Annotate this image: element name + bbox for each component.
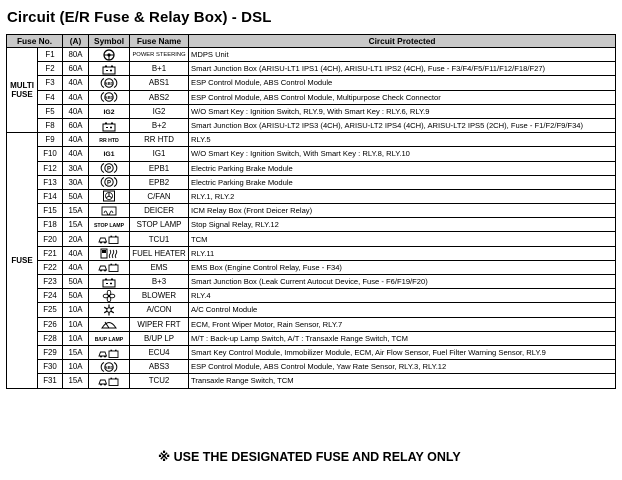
fuse-number-cell: F3 (38, 76, 63, 90)
symbol-cell (89, 90, 130, 104)
fuse-number-cell: F26 (38, 317, 63, 331)
fuse-name-cell: TCU1 (130, 232, 189, 246)
car-battery-icon (98, 263, 120, 272)
symbol-cell (89, 360, 130, 374)
symbol-cell (89, 175, 130, 189)
fuse-name-cell: B+3 (130, 275, 189, 289)
fuse-number-cell: F13 (38, 175, 63, 189)
svg-text:ABS: ABS (104, 364, 114, 370)
ampere-cell: 50A (63, 189, 89, 203)
fuse-name-cell: B/UP LP (130, 331, 189, 345)
ampere-cell: 15A (63, 345, 89, 359)
circuit-cell: ECM, Front Wiper Motor, Rain Sensor, RLY.7 (189, 317, 616, 331)
usage-note: ※ USE THE DESIGNATED FUSE AND RELAY ONLY (158, 450, 461, 464)
fuse-name-cell: A/CON (130, 303, 189, 317)
svg-text:ABS: ABS (104, 80, 114, 86)
symbol-cell (89, 76, 130, 90)
table-row (7, 260, 616, 274)
fuse-number-cell: F24 (38, 289, 63, 303)
fuse-number-cell: F14 (38, 189, 63, 203)
ampere-cell: 10A (63, 317, 89, 331)
deicer-icon (98, 206, 120, 215)
header-symbol: Symbol (89, 35, 130, 48)
circuit-cell: Smart Junction Box (ARISU-LT2 IPS3 (4CH), ARISU-LT2 IPS4 (4CH), ARISU-LT2 IPS5 (2CH), Fuse - F1/F2/F9/F34) (189, 118, 616, 132)
fuse-number-cell: F29 (38, 345, 63, 359)
fuse-name-cell: EPB2 (130, 175, 189, 189)
svg-text:P: P (107, 180, 112, 187)
fuse-name-cell: BLOWER (130, 289, 189, 303)
circuit-cell: RLY.1, RLY.2 (189, 189, 616, 203)
table-row (7, 303, 616, 317)
fuse-number-cell: F15 (38, 204, 63, 218)
ampere-cell: 15A (63, 374, 89, 388)
circuit-cell: RLY.4 (189, 289, 616, 303)
table-row (7, 76, 616, 90)
fuse-name-cell: B+1 (130, 62, 189, 76)
header-fuse-name: Fuse Name (130, 35, 189, 48)
battery-icon (98, 277, 120, 286)
ampere-cell: 10A (63, 331, 89, 345)
fuse-name-cell: IG2 (130, 104, 189, 118)
ampere-cell: 40A (63, 104, 89, 118)
symbol-cell (89, 260, 130, 274)
fuse-number-cell: F10 (38, 147, 63, 161)
header-amp: (A) (63, 35, 89, 48)
ampere-cell: 40A (63, 246, 89, 260)
text-icon: IG2 (103, 108, 115, 116)
ampere-cell: 40A (63, 76, 89, 90)
symbol-cell (89, 246, 130, 260)
text-icon: B/UP LAMP (94, 336, 124, 343)
fuse-number-cell: F18 (38, 218, 63, 232)
fuse-name-cell: ABS2 (130, 90, 189, 104)
ampere-cell: 50A (63, 289, 89, 303)
circuit-cell: M/T : Back-up Lamp Switch, A/T : Transaxle Range Switch, TCM (189, 331, 616, 345)
circuit-cell: ESP Control Module, ABS Control Module, Multipurpose Check Connector (189, 90, 616, 104)
ampere-cell: 40A (63, 260, 89, 274)
table-row (7, 133, 616, 147)
fuse-name-cell: IG1 (130, 147, 189, 161)
symbol-cell (89, 345, 130, 359)
table-row (7, 104, 616, 118)
text-icon: STOP LAMP (93, 223, 125, 230)
table-row (7, 232, 616, 246)
fuse-number-cell: F31 (38, 374, 63, 388)
ampere-cell: 40A (63, 90, 89, 104)
fuse-number-cell: F1 (38, 48, 63, 62)
symbol-cell (89, 289, 130, 303)
ampere-cell: 80A (63, 48, 89, 62)
ac-icon (98, 305, 120, 314)
symbol-cell (89, 133, 130, 147)
fuse-name-cell: ECU4 (130, 345, 189, 359)
fuse-number-cell: F4 (38, 90, 63, 104)
battery-icon (98, 121, 120, 130)
fuse-name-cell: FUEL HEATER (130, 246, 189, 260)
symbol-cell (89, 104, 130, 118)
text-icon: IG1 (103, 151, 115, 159)
ampere-cell: 15A (63, 218, 89, 232)
circuit-cell: Smart Junction Box (ARISU-LT1 IPS1 (4CH), ARISU-LT1 IPS2 (4CH), Fuse - F3/F4/F5/F11/F12/F18/F27) (189, 62, 616, 76)
fuse-name-cell: ABS3 (130, 360, 189, 374)
fuse-table-body (7, 48, 616, 389)
fuse-name-cell: POWER STEERING (130, 48, 189, 62)
steering-wheel-icon (98, 50, 120, 59)
fuse-number-cell: F30 (38, 360, 63, 374)
fuse-number-cell: F22 (38, 260, 63, 274)
symbol-cell (89, 161, 130, 175)
fuse-number-cell: F20 (38, 232, 63, 246)
symbol-cell (89, 275, 130, 289)
symbol-cell (89, 232, 130, 246)
fuse-name-cell: ABS1 (130, 76, 189, 90)
table-row (7, 161, 616, 175)
symbol-cell (89, 218, 130, 232)
svg-text:P: P (107, 166, 112, 173)
fuse-number-cell: F5 (38, 104, 63, 118)
ampere-cell: 30A (63, 175, 89, 189)
table-row (7, 175, 616, 189)
circuit-cell: Transaxle Range Switch, TCM (189, 374, 616, 388)
fuse-number-cell: F12 (38, 161, 63, 175)
fuse-name-cell: STOP LAMP (130, 218, 189, 232)
fuse-name-cell: DEICER (130, 204, 189, 218)
circuit-cell: ESP Control Module, ABS Control Module, Yaw Rate Sensor, RLY.3, RLY.12 (189, 360, 616, 374)
fuse-number-cell: F21 (38, 246, 63, 260)
ampere-cell: 10A (63, 303, 89, 317)
ampere-cell: 60A (63, 118, 89, 132)
fuse-table (6, 34, 616, 389)
parking-brake-icon (98, 177, 120, 186)
table-row (7, 90, 616, 104)
fuse-name-cell: RR HTD (130, 133, 189, 147)
table-row (7, 48, 616, 62)
ampere-cell: 60A (63, 62, 89, 76)
fuse-name-cell: TCU2 (130, 374, 189, 388)
circuit-cell: TCM (189, 232, 616, 246)
ampere-cell: 30A (63, 161, 89, 175)
ampere-cell: 50A (63, 275, 89, 289)
text-icon: RR HTD (99, 138, 119, 145)
group-label-fuse: FUSE (7, 133, 38, 388)
symbol-cell (89, 118, 130, 132)
circuit-cell: ESP Control Module, ABS Control Module (189, 76, 616, 90)
circuit-cell: Stop Signal Relay, RLY.12 (189, 218, 616, 232)
ampere-cell: 40A (63, 147, 89, 161)
symbol-cell (89, 189, 130, 203)
table-row (7, 289, 616, 303)
circuit-cell: RLY.11 (189, 246, 616, 260)
circuit-cell: Electric Parking Brake Module (189, 161, 616, 175)
circuit-cell: Smart Junction Box (Leak Current Autocut Device, Fuse - F6/F19/F20) (189, 275, 616, 289)
circuit-cell: A/C Control Module (189, 303, 616, 317)
fuse-number-cell: F8 (38, 118, 63, 132)
group-label-multi-fuse: MULTI FUSE (7, 48, 38, 133)
fuse-number-cell: F9 (38, 133, 63, 147)
circuit-cell: Smart Key Control Module, Immobilizer Module, ECM, Air Flow Sensor, Fuel Filter Warning Sensor, RLY.9 (189, 345, 616, 359)
page-title: Circuit (E/R Fuse & Relay Box) - DSL (7, 9, 272, 26)
battery-icon (98, 64, 120, 73)
table-row (7, 118, 616, 132)
circuit-cell: EMS Box (Engine Control Relay, Fuse - F34) (189, 260, 616, 274)
ampere-cell: 40A (63, 133, 89, 147)
fuse-number-cell: F2 (38, 62, 63, 76)
table-row (7, 317, 616, 331)
table-row (7, 246, 616, 260)
symbol-cell (89, 48, 130, 62)
circuit-cell: Electric Parking Brake Module (189, 175, 616, 189)
symbol-cell (89, 374, 130, 388)
circuit-cell: ICM Relay Box (Front Deicer Relay) (189, 204, 616, 218)
circuit-cell: W/O Smart Key : Ignition Switch, RLY.9, With Smart Key : RLY.6, RLY.9 (189, 104, 616, 118)
symbol-cell (89, 62, 130, 76)
table-header-row (7, 35, 616, 48)
table-row (7, 218, 616, 232)
table-row (7, 62, 616, 76)
table-row (7, 275, 616, 289)
table-row (7, 147, 616, 161)
table-row (7, 331, 616, 345)
parking-brake-icon (98, 163, 120, 172)
abs-icon (98, 78, 120, 87)
table-row (7, 189, 616, 203)
symbol-cell (89, 147, 130, 161)
header-circuit: Circuit Protected (189, 35, 616, 48)
fan-box-icon (98, 192, 120, 201)
fuse-number-cell: F28 (38, 331, 63, 345)
table-row (7, 345, 616, 359)
symbol-cell (89, 317, 130, 331)
abs-icon (98, 362, 120, 371)
ampere-cell: 20A (63, 232, 89, 246)
table-row (7, 360, 616, 374)
symbol-cell (89, 331, 130, 345)
svg-text:ABS: ABS (104, 94, 114, 100)
car-battery-icon (98, 376, 120, 385)
circuit-cell: MDPS Unit (189, 48, 616, 62)
symbol-cell (89, 204, 130, 218)
circuit-cell: RLY.5 (189, 133, 616, 147)
abs-icon (98, 92, 120, 101)
blower-icon (98, 291, 120, 300)
table-row (7, 374, 616, 388)
fuse-number-cell: F23 (38, 275, 63, 289)
table-row (7, 204, 616, 218)
fuse-name-cell: WIPER FRT (130, 317, 189, 331)
fuse-name-cell: C/FAN (130, 189, 189, 203)
car-battery-icon (98, 234, 120, 243)
fuse-name-cell: EPB1 (130, 161, 189, 175)
fuel-heater-icon (98, 248, 120, 257)
car-battery-icon (98, 348, 120, 357)
fuse-name-cell: B+2 (130, 118, 189, 132)
fuse-number-cell: F25 (38, 303, 63, 317)
circuit-cell: W/O Smart Key : Ignition Switch, With Smart Key : RLY.8, RLY.10 (189, 147, 616, 161)
fuse-name-cell: EMS (130, 260, 189, 274)
symbol-cell (89, 303, 130, 317)
ampere-cell: 10A (63, 360, 89, 374)
header-fuse-no: Fuse No. (7, 35, 63, 48)
ampere-cell: 15A (63, 204, 89, 218)
wiper-icon (98, 319, 120, 328)
